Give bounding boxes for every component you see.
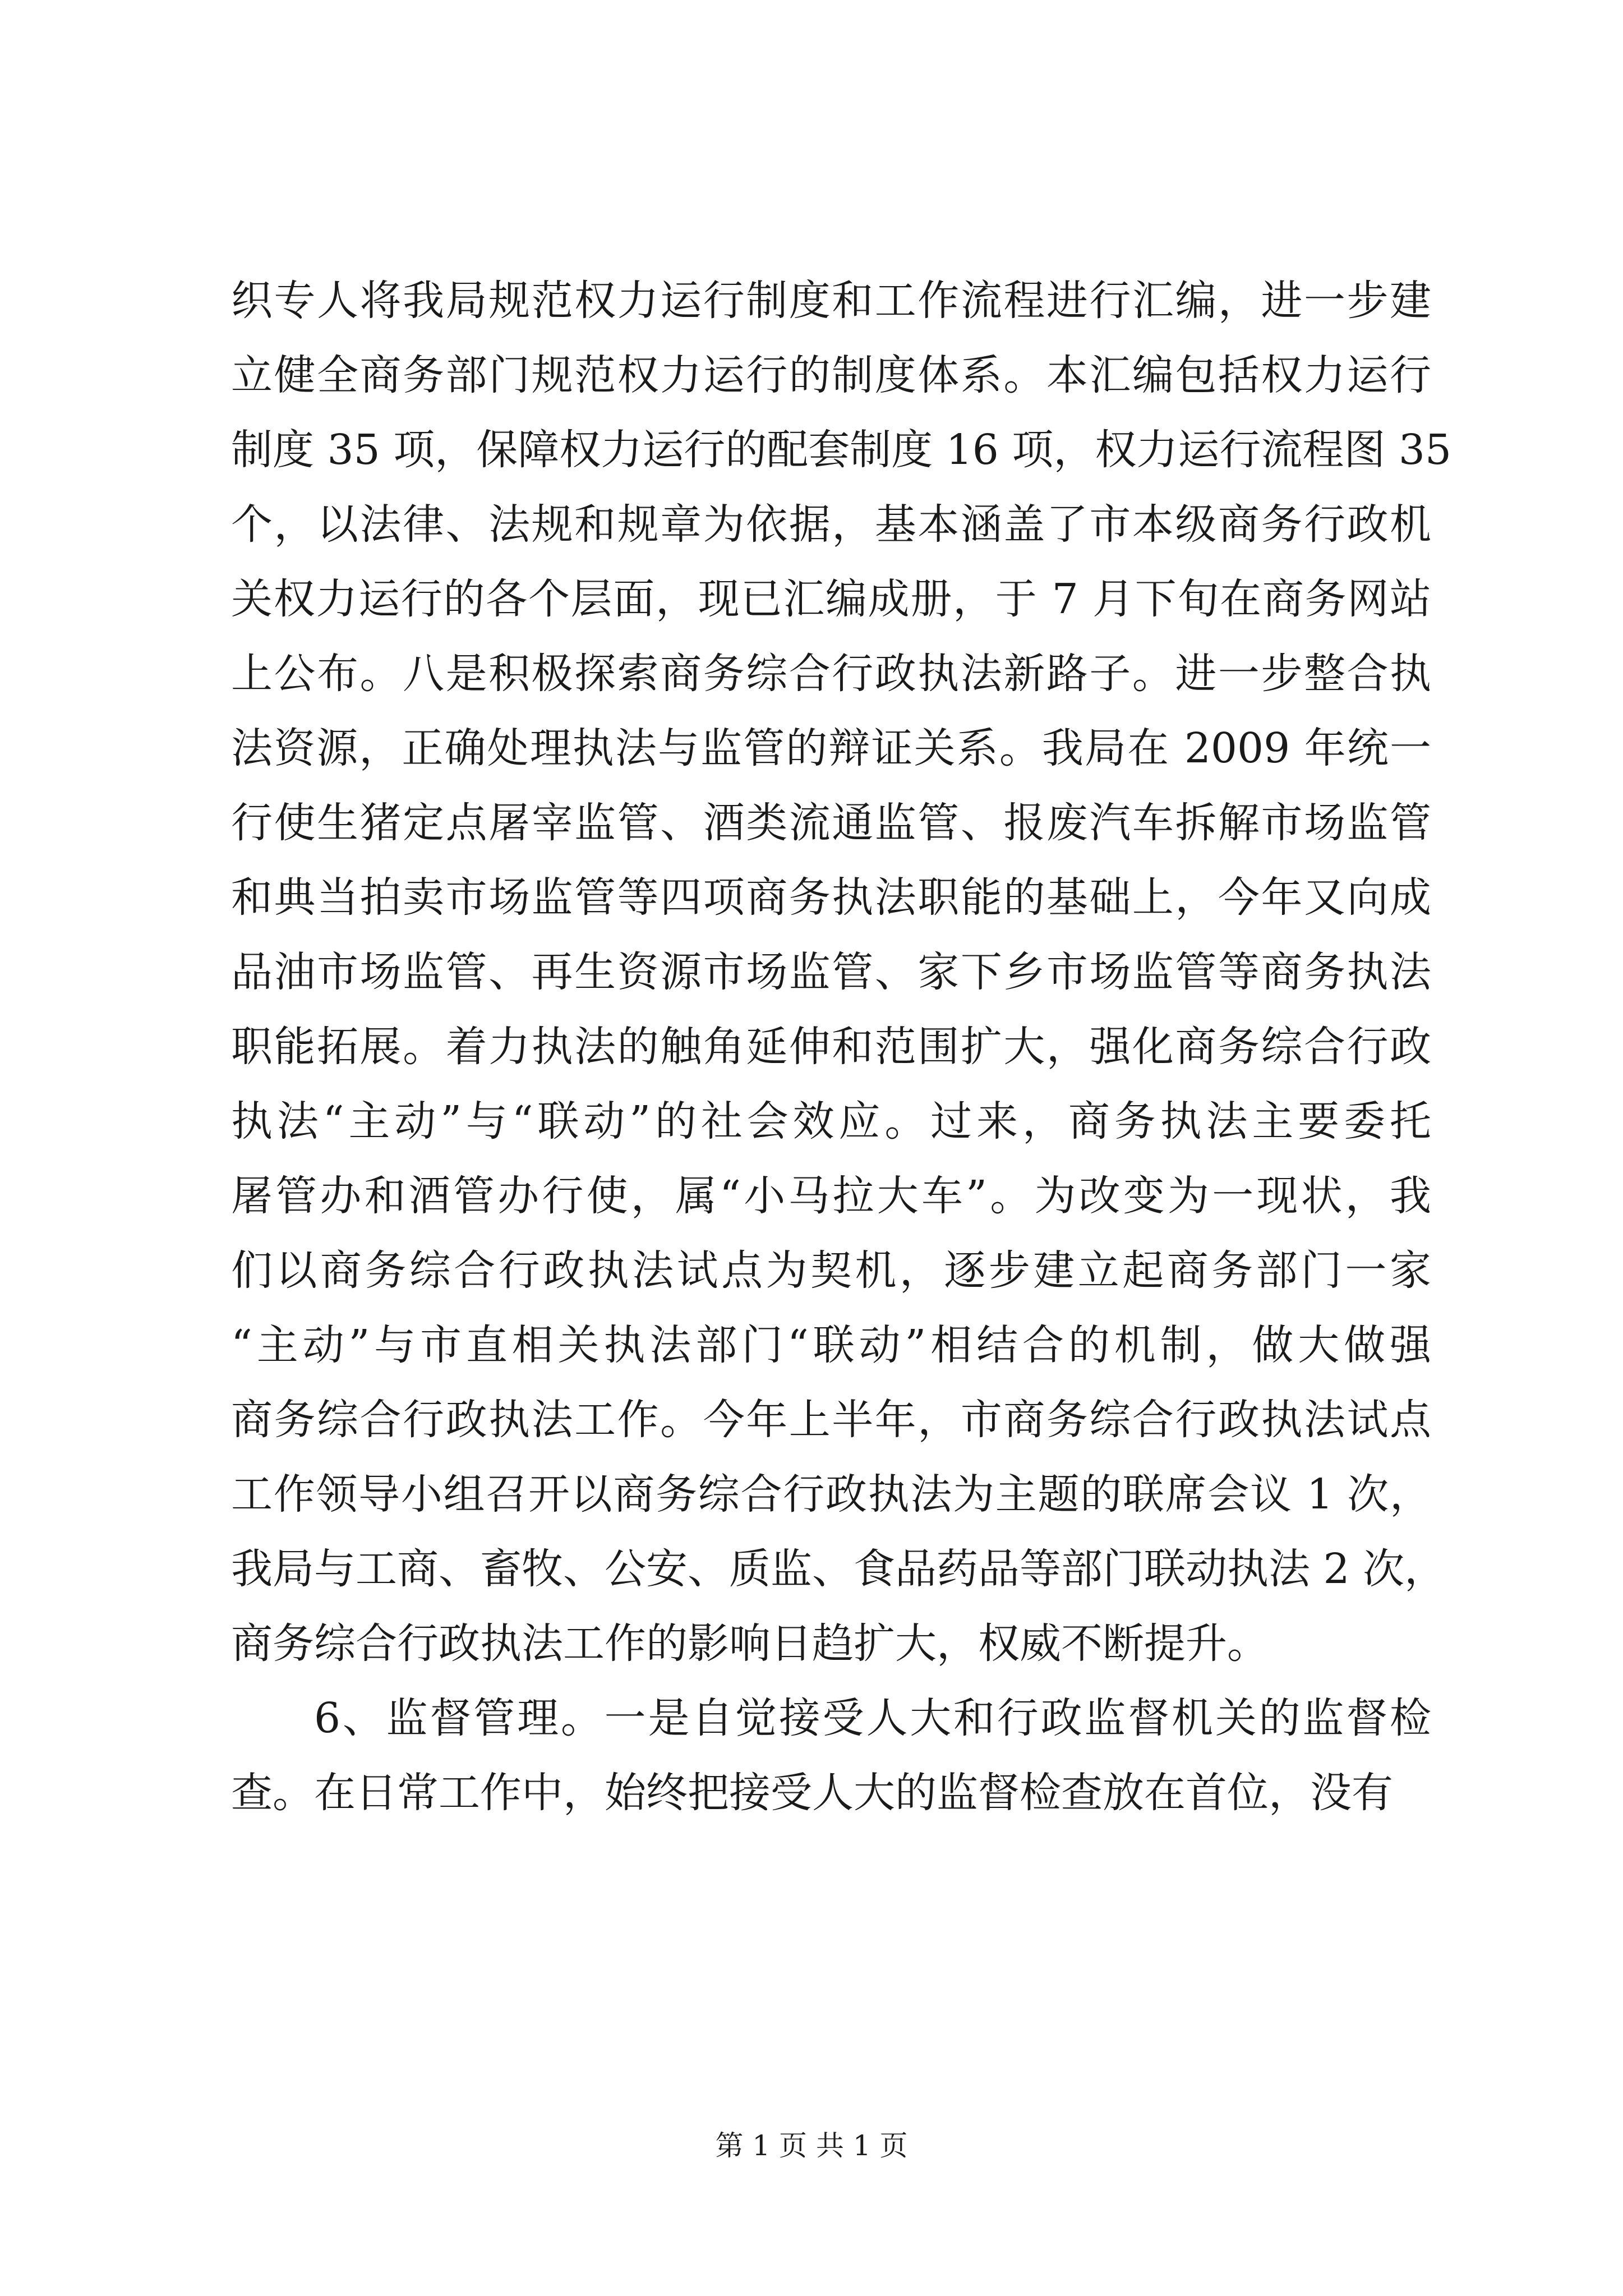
text-line: 法资源，正确处理执法与监管的辩证关系。我局在 2009 年统一 <box>231 724 1431 772</box>
text-line: 商务综合行政执法工作的影响日趋扩大，权威不断提升。 <box>231 1619 1269 1668</box>
text-line: 职能拓展。着力执法的触角延伸和范围扩大，强化商务综合行政 <box>231 1023 1431 1071</box>
page-footer: 第 1 页 共 1 页 <box>715 2129 908 2162</box>
text-line: 工作领导小组召开以商务综合行政执法为主题的联席会议 1 次， <box>231 1470 1431 1519</box>
text-line: 我局与工商、畜牧、公安、质监、食品药品等部门联动执法 2 次， <box>231 1545 1446 1593</box>
text-line: 屠管办和酒管办行使，属“小马拉大车”。为改变为一现状，我 <box>231 1172 1431 1220</box>
body-text <box>231 264 1452 1830</box>
text-line: 们以商务综合行政执法试点为契机，逐步建立起商务部门一家 <box>231 1246 1431 1295</box>
text-line: 行使生猪定点屠宰监管、酒类流通监管、报废汽车拆解市场监管 <box>231 799 1431 847</box>
text-line: 个，以法律、法规和规章为依据，基本涵盖了市本级商务行政机 <box>231 500 1431 549</box>
text-line: 执法“主动”与“联动”的社会效应。过来，商务执法主要委托 <box>231 1097 1431 1145</box>
text-line: 关权力运行的各个层面，现已汇编成册，于 7 月下旬在商务网站 <box>231 575 1431 623</box>
text-line: 6、监督管理。一是自觉接受人大和行政监督机关的监督检 <box>314 1694 1431 1742</box>
text-line: 织专人将我局规范权力运行制度和工作流程进行汇编，进一步建 <box>231 277 1431 325</box>
text-line: 上公布。八是积极探索商务综合行政执法新路子。进一步整合执 <box>231 650 1431 698</box>
text-line: 和典当拍卖市场监管等四项商务执法职能的基础上，今年又向成 <box>231 873 1431 922</box>
text-line: 立健全商务部门规范权力运行的制度体系。本汇编包括权力运行 <box>231 351 1431 399</box>
text-line: “主动”与市直相关执法部门“联动”相结合的机制，做大做强 <box>231 1321 1431 1369</box>
text-line: 商务综合行政执法工作。今年上半年，市商务综合行政执法试点 <box>231 1396 1431 1444</box>
text-line: 制度 35 项，保障权力运行的配套制度 16 项，权力运行流程图 35 <box>231 426 1452 474</box>
text-line: 查。在日常工作中，始终把接受人大的监督检查放在首位，没有 <box>231 1769 1393 1817</box>
text-line: 品油市场监管、再生资源市场监管、家下乡市场监管等商务执法 <box>231 948 1431 996</box>
